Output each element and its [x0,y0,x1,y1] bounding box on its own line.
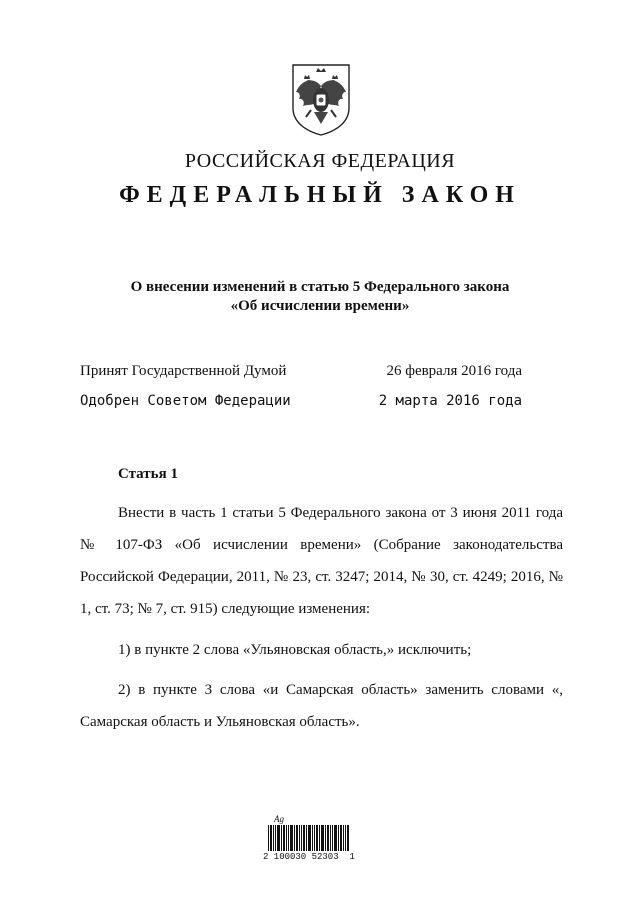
barcode-number: 2 100030 52303 1 [263,852,355,862]
law-title-line: «Об исчислении времени» [230,298,410,314]
approval-date: 2 марта 2016 года [378,393,522,409]
coat-of-arms-icon [289,62,353,136]
adoption-label: Принят Государственной Думой [80,363,287,379]
article-paragraph: 1) в пункте 2 слова «Ульяновская область,» исключить; [118,642,472,658]
initials-mark: Ag [274,814,284,824]
article-paragraph: Внести в часть 1 статьи 5 Федерального закона от 3 июня 2011 года № 107-ФЗ «Об исчислении времени» (Собрание законодательства Российской Федерации, 2011, № 23, ст. 3247; 2014, № 30, ст. 4249; 2016, № 1, ст. 73; № 7, ст. 915) следующие изменения: [80,505,563,617]
law-title [80,278,560,316]
barcode-icon [268,825,350,851]
law-title-line: О внесении изменений в статью 5 Федерального закона [130,279,510,295]
country-name: РОССИЙСКАЯ ФЕДЕРАЦИЯ [184,150,456,172]
document-type: ФЕДЕРАЛЬНЫЙ ЗАКОН [119,182,521,208]
article-heading: Статья 1 [118,466,178,482]
adoption-date: 26 февраля 2016 года [386,363,522,379]
approval-label: Одобрен Советом Федерации [80,393,291,409]
article-paragraph: 2) в пункте 3 слова «и Самарская область» заменить словами «, Самарская область и Ульяновская область». [80,682,563,730]
